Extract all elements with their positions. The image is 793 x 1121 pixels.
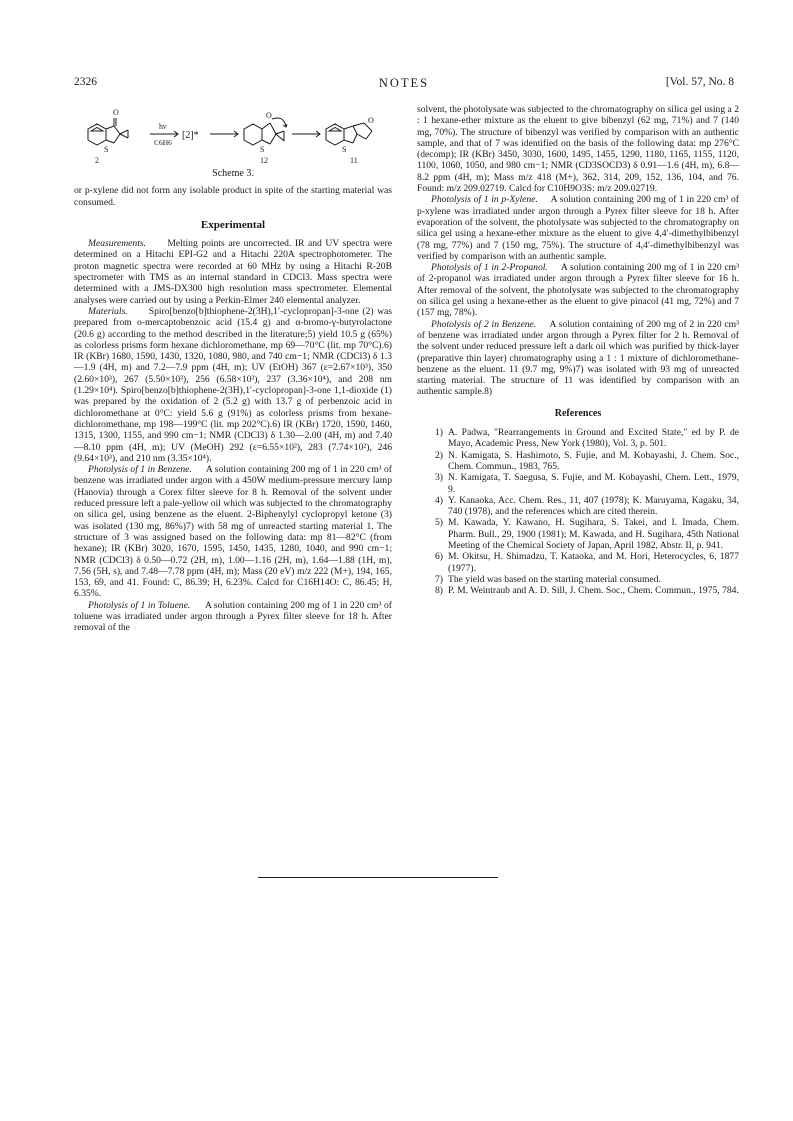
benzene-text: A solution containing 200 mg of 1 in 220 cm³ of benzene was irradiated under argon with a 450W medium-pressure mercury lamp (Hanovia) through a Corex filter sleeve for 8 h. Removal of the solvent under reduced pressure left a pale-yellow oil which was subjected to the chromatography on silica gel, using benzene as the eluent. 2-Biphenylyl cyclopropyl ketone (3) was isolated (130 mg, 86%)7) with 58 mg of unreacted starting material 1. The structure of 3 was assigned based on the following data: mp 81—82°C (from hexane); IR (KBr) 3020, 1670, 1595, 1450, 1435, 1280, 1040, and 990 cm−1; NMR (CDCl3) δ 0.50—0.72 (2H, m), 1.00—1.16 (2H, m), 1.64—1.88 (1H, m), 7.56 (5H, s), and 7.48—7.78 ppm (4H, m); Mass (20 eV) m/z 222 (M+), 194, 165, 153, 69, and 41. Found: C, 86.39; H, 6.23%. Calcd for C16H14O: C, 86.45; H, 6.35%. (74, 464, 392, 600)
xylene-paragraph (417, 194, 739, 262)
left-column (74, 103, 392, 634)
xylene-title: Photolysis of 1 in p-Xylene. (431, 194, 538, 206)
materials-title: Materials. (88, 305, 128, 317)
reference-item: 7) The yield was based on the starting material consumed. (435, 573, 661, 585)
right-column (417, 104, 739, 596)
reference-item: 2) N. Kamigata, S. Hashimoto, S. Fujie, and M. Kobayashi, J. Chem. Soc., Chem. Commun., 1983, 765. (435, 449, 739, 472)
arrow-label-top: hν (159, 122, 167, 131)
scheme-caption: Scheme 3. (212, 168, 254, 179)
svg-text:O: O (266, 111, 272, 120)
benzene2-paragraph (417, 319, 739, 398)
toluene-title: Photolysis of 1 in Toluene. (88, 599, 191, 611)
xylene-text: A solution containing 200 mg of 1 in 220 cm³ of p-xylene was irradiated under argon through a Pyrex filter sleeve for 18 h. After evaporation of the solvent, the photolysate was subjected to the chromatography on silica gel using a hexane-ether mixture as the eluent to give 4,4′-dimethylbibenzyl (78 mg, 77%) and 7 (150 mg, 75%). The structure of 4,4′-dimethylbibenzyl was verified by comparison with an authentic sample. (417, 194, 739, 262)
benzene-paragraph (74, 464, 392, 600)
page-number: 2326 (74, 76, 97, 88)
toluene-paragraph (74, 600, 392, 634)
propanol-title: Photolysis of 1 in 2-Propanol. (431, 262, 548, 274)
materials-paragraph (74, 306, 392, 464)
scheme-drawing (74, 103, 392, 167)
compound-12-label: 12 (260, 156, 268, 165)
end-rule (258, 877, 498, 878)
reference-item: 4) Y. Kanaoka, Acc. Chem. Res., 11, 407 (1978); K. Maruyama, Kagaku, 34, 740 (1978), and the references which are cited therein. (435, 494, 739, 518)
svg-text:O: O (113, 108, 119, 117)
propanol-text: A solution containing 200 mg of 1 in 220 cm³ of 2-propanol was irradiated under argon through a Pyrex filter sleeve for 16 h. After removal of the solvent, the photolysate was subjected to the chromatography on silica gel using a hexane-ether as the eluent to give pinacol (41 mg, 72%) and 7 (157 mg, 78%). (417, 262, 739, 319)
svg-text:S: S (342, 145, 347, 154)
experimental-heading: Experimental (200, 218, 266, 231)
materials-text: Spiro[benzo[b]thiophene-2(3H),1′-cyclopropan]-3-one (2) was prepared from o-mercaptobenzoic acid (15.4 g) and α-bromo-γ-butyrolactone (20.6 g) according to the method described in the literature;5) yield 10.5 g (65%) as colorless prisms form hexane dichloromethane, mp 69—70°C (lit. mp 70°C).6) IR (KBr) 1680, 1590, 1430, 1320, 1080, 980, and 740 cm−1; NMR (CDCl3) δ 1.3—1.9 (4H, m) and 7.2—7.9 ppm (4H, m); UV (EtOH) 367 (ε=2.67×10³), 350 (2.60×10³), 267 (5.50×10³), 256 (6.58×10³), 237 (3.36×10⁴), and 208 nm (1.29×10⁴). Spiro[benzo[b]thiophene-2(3H),1′-cyclopropan]-3-one 1,1-dioxide (1) was prepared by the oxidation of 2 (5.2 g) with 13.7 g of perbenzoic acid in dichloromethane at 0°C: yield 5.6 g (91%) as colorless prisms from hexane-dichloromethane, mp 198—199°C (lit. mp 202°C).6) IR (KBr) 1720, 1590, 1460, 1315, 1300, 1155, and 990 cm−1; NMR (CDCl3) δ 1.30—2.00 (4H, m) and 7.40—8.10 ppm (4H, m); UV (MeOH) 292 (ε=6.55×10²), 283 (7.74×10²), 246 (9.64×10³), and 210 nm (3.35×10⁴). (74, 305, 392, 464)
benzene2-text: A solution containing of 200 mg of 2 in 220 cm³ of benzene was irradiated under argon through a Pyrex filter for 2 h. Removal of the solvent under reduced pressure left a dark oil which was purified by thick-layer (preparative thin layer) chromatography using a 1 : 1 mixture of dichloromethane-benzene as the eluent. 11 (9.7 mg, 9%)7) was isolated with 93 mg of unreacted starting material. The structure of 11 was identified by comparison with an authentic sample.8) (417, 318, 739, 398)
measurements-text: Melting points are uncorrected. IR and UV spectra were determined on a Hitachi EPI-G2 and a Hitachi 220A spectrophotometer. The proton magnetic spectra were recorded at 60 MHz by using a Hitachi R-20B spectrometer with TMS as an internal standard in CDCl3. Mass spectra were determined with a JMS-DX300 high resolution mass spectrometer. Elemental analyses were carried out by using a Perkin-Elmer 240 elemental analyzer. (74, 238, 393, 306)
measurements-paragraph (74, 238, 392, 306)
intermediate-label: [2]* (182, 130, 199, 141)
svg-text:S: S (104, 145, 109, 154)
propanol-paragraph (417, 262, 739, 318)
benzene-title: Photolysis of 1 in Benzene. (88, 464, 192, 476)
reference-item: 6) M. Okitsu, H. Shimadzu, T. Kataoka, and M. Hori, Heterocycles, 6, 1877 (1977). (435, 551, 739, 574)
svg-text:S: S (260, 145, 265, 154)
page-header (74, 76, 734, 92)
arrow-label-bottom: C6H6 (154, 138, 172, 147)
references-heading: References (554, 407, 602, 419)
measurements-title: Measurements. (88, 238, 146, 250)
reference-item: 5) M. Kawada, Y. Kawano, H. Sugihara, S. Takei, and I. Imada, Chem. Pharm. Bull., 29, 1900 (1981); M. Kawada, and H. Sugihara, 45th National Meeting of the Chemical Society of Japan, April 1982, Abstr. II, p. 941. (435, 517, 739, 551)
benzene2-title: Photolysis of 2 in Benzene. (431, 318, 537, 330)
reference-item: 8) P. M. Weintraub and A. D. Sill, J. Chem. Soc., Chem. Commun., 1975, 784. (435, 585, 739, 597)
volume-info: [Vol. 57, No. 8 (665, 76, 734, 88)
intro-text: or p-xylene did not form any isolable product in spite of the starting material was consumed. (74, 185, 392, 208)
reaction-scheme (74, 103, 392, 167)
running-title: NOTES (378, 76, 430, 90)
toluene-continued: solvent, the photolysate was subjected to the chromatography on silica gel using a 2 : 1 hexane-ether mixture as the eluent to give bibenzyl (62 mg, 71%) and 7 (140 mg, 70%). The structure of bibenzyl was verified by comparison with an authentic sample, and that of 7 was identified on the basis of the following data: mp 276°C (decomp); IR (KBr) 3450, 3030, 1600, 1495, 1455, 1290, 1180, 1165, 1155, 1120, 1100, 1060, 1050, and 980 cm−1; NMR (CD3SOCD3) δ 0.91—1.6 (4H, m), 6.8—8.2 ppm (4H, m); Mass m/z 418 (M+), 362, 314, 209, 152, 136, 104, and 76. Found: m/z 209.02719. Calcd for C10H9O3S: m/z 209.02719. (417, 104, 739, 195)
toluene-text: A solution containing 200 mg of 1 in 220 cm³ of toluene was irradiated under argon through a Pyrex filter sleeve for 18 h. After removal of the (74, 599, 392, 634)
reference-item: 1) A. Padwa, "Rearrangements in Ground and Excited State," ed by P. de Mayo, Academic Press, New York (1980), Vol. 3, p. 501. (435, 427, 739, 450)
reference-item: 3) N. Kamigata, T. Saegusa, S. Fujie, and M. Kobayashi, Chem. Lett., 1979, 9. (435, 472, 739, 495)
svg-text:O: O (368, 116, 374, 125)
compound-11-label: 11 (350, 156, 358, 165)
compound-2-label: 2 (95, 156, 99, 165)
